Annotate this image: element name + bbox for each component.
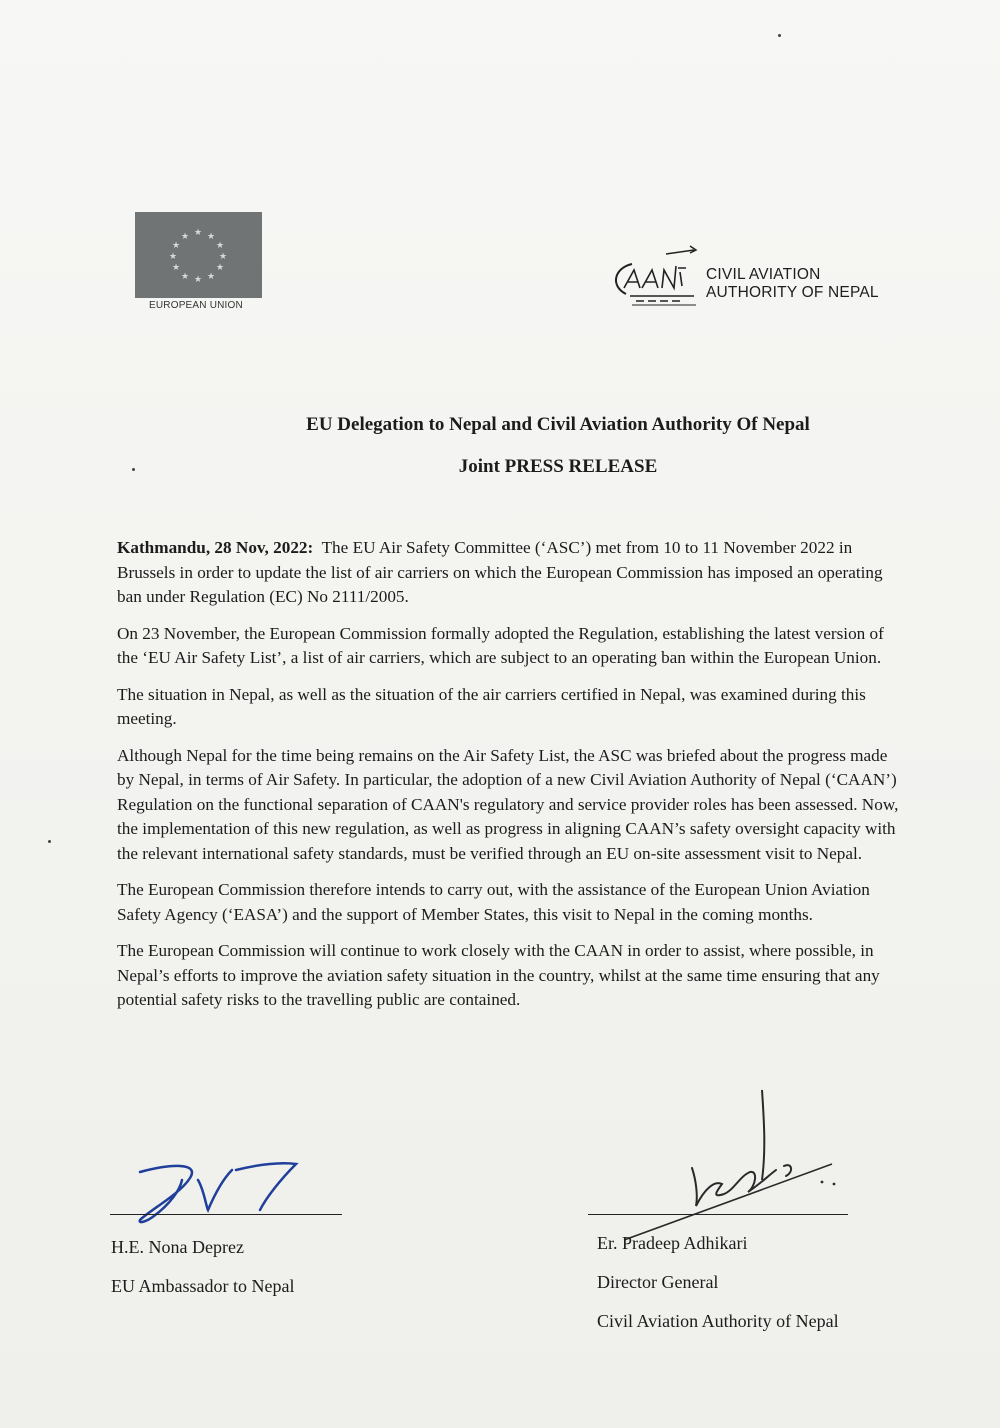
- dateline: Kathmandu, 28 Nov, 2022:: [117, 538, 314, 557]
- svg-text:★: ★: [215, 241, 225, 251]
- press-release-body: [117, 536, 907, 1025]
- left-signature-icon: [110, 1150, 350, 1230]
- svg-text:★: ★: [180, 272, 190, 282]
- svg-text:★: ★: [206, 272, 216, 282]
- paragraph-1: Kathmandu, 28 Nov, 2022: The EU Air Safety Committee (‘ASC’) met from 10 to 11 November 2022 in Brussels in order to update the list of air carriers on which the European Commission has imposed an operating ban under Regulation (EC) No 2111/2005.: [117, 538, 883, 606]
- svg-text:★: ★: [180, 232, 190, 242]
- right-signatory-org: Civil Aviation Authority of Nepal: [597, 1311, 839, 1331]
- page-title: EU Delegation to Nepal and Civil Aviation Authority Of Nepal: [306, 414, 810, 435]
- right-signatory: [597, 1224, 839, 1341]
- svg-text:★: ★: [171, 241, 181, 251]
- paragraph-2: On 23 November, the European Commission formally adopted the Regulation, establishing the latest version of the ‘EU Air Safety List’, a list of air carriers, which are subject to an operating ban within the European Union.: [117, 623, 884, 667]
- paragraph-5: The European Commission therefore intends to carry out, with the assistance of the European Union Aviation Safety Agency (‘EASA’) and the support of Member States, this visit to Nepal in the coming months.: [117, 880, 870, 924]
- left-signatory: [111, 1228, 294, 1306]
- svg-text:★: ★: [171, 263, 181, 273]
- caan-wordmark: [706, 266, 879, 302]
- svg-text:★: ★: [215, 263, 225, 273]
- eu-flag-icon: [135, 212, 262, 298]
- svg-text:★: ★: [206, 232, 216, 242]
- page-subtitle: Joint PRESS RELEASE: [458, 456, 658, 477]
- paragraph-3: The situation in Nepal, as well as the situation of the air carriers certified in Nepal, was examined during this meeting.: [117, 684, 866, 728]
- paragraph-6: The European Commission will continue to work closely with the CAAN in order to assist, where possible, in Nepal’s efforts to improve the aviation safety situation in the country, whilst at the same time ensuring that any potential safety risks to the travelling public are contained.: [117, 941, 880, 1009]
- svg-text:★: ★: [168, 252, 178, 262]
- svg-text:★: ★: [193, 275, 203, 285]
- caan-logo: [608, 242, 898, 312]
- caan-line-2: AUTHORITY OF NEPAL: [706, 284, 879, 301]
- svg-text:★: ★: [218, 252, 228, 262]
- eu-logo: [135, 212, 263, 311]
- svg-text:★: ★: [193, 228, 203, 238]
- eu-caption: EUROPEAN UNION: [149, 300, 243, 311]
- caan-emblem-icon: [608, 242, 708, 312]
- caan-line-1: CIVIL AVIATION: [706, 266, 821, 283]
- paragraph-4: Although Nepal for the time being remains on the Air Safety List, the ASC was briefed about the progress made by Nepal, in terms of Air Safety. In particular, the adoption of a new Civil Aviation Authority of Nepal (‘CAAN’) Regulation on the functional separation of CAAN's regulatory and service provider roles has been assessed. Now, the implementation of this new regulation, as well as progress in aligning CAAN’s safety oversight capacity with the relevant international safety standards, must be verified through an EU on-site assessment visit to Nepal.: [117, 745, 899, 863]
- right-signatory-title: Director General: [597, 1272, 719, 1292]
- left-signatory-name: H.E. Nona Deprez: [111, 1237, 244, 1257]
- right-signatory-name: Er. Pradeep Adhikari: [597, 1233, 748, 1253]
- left-signatory-title: EU Ambassador to Nepal: [111, 1276, 295, 1296]
